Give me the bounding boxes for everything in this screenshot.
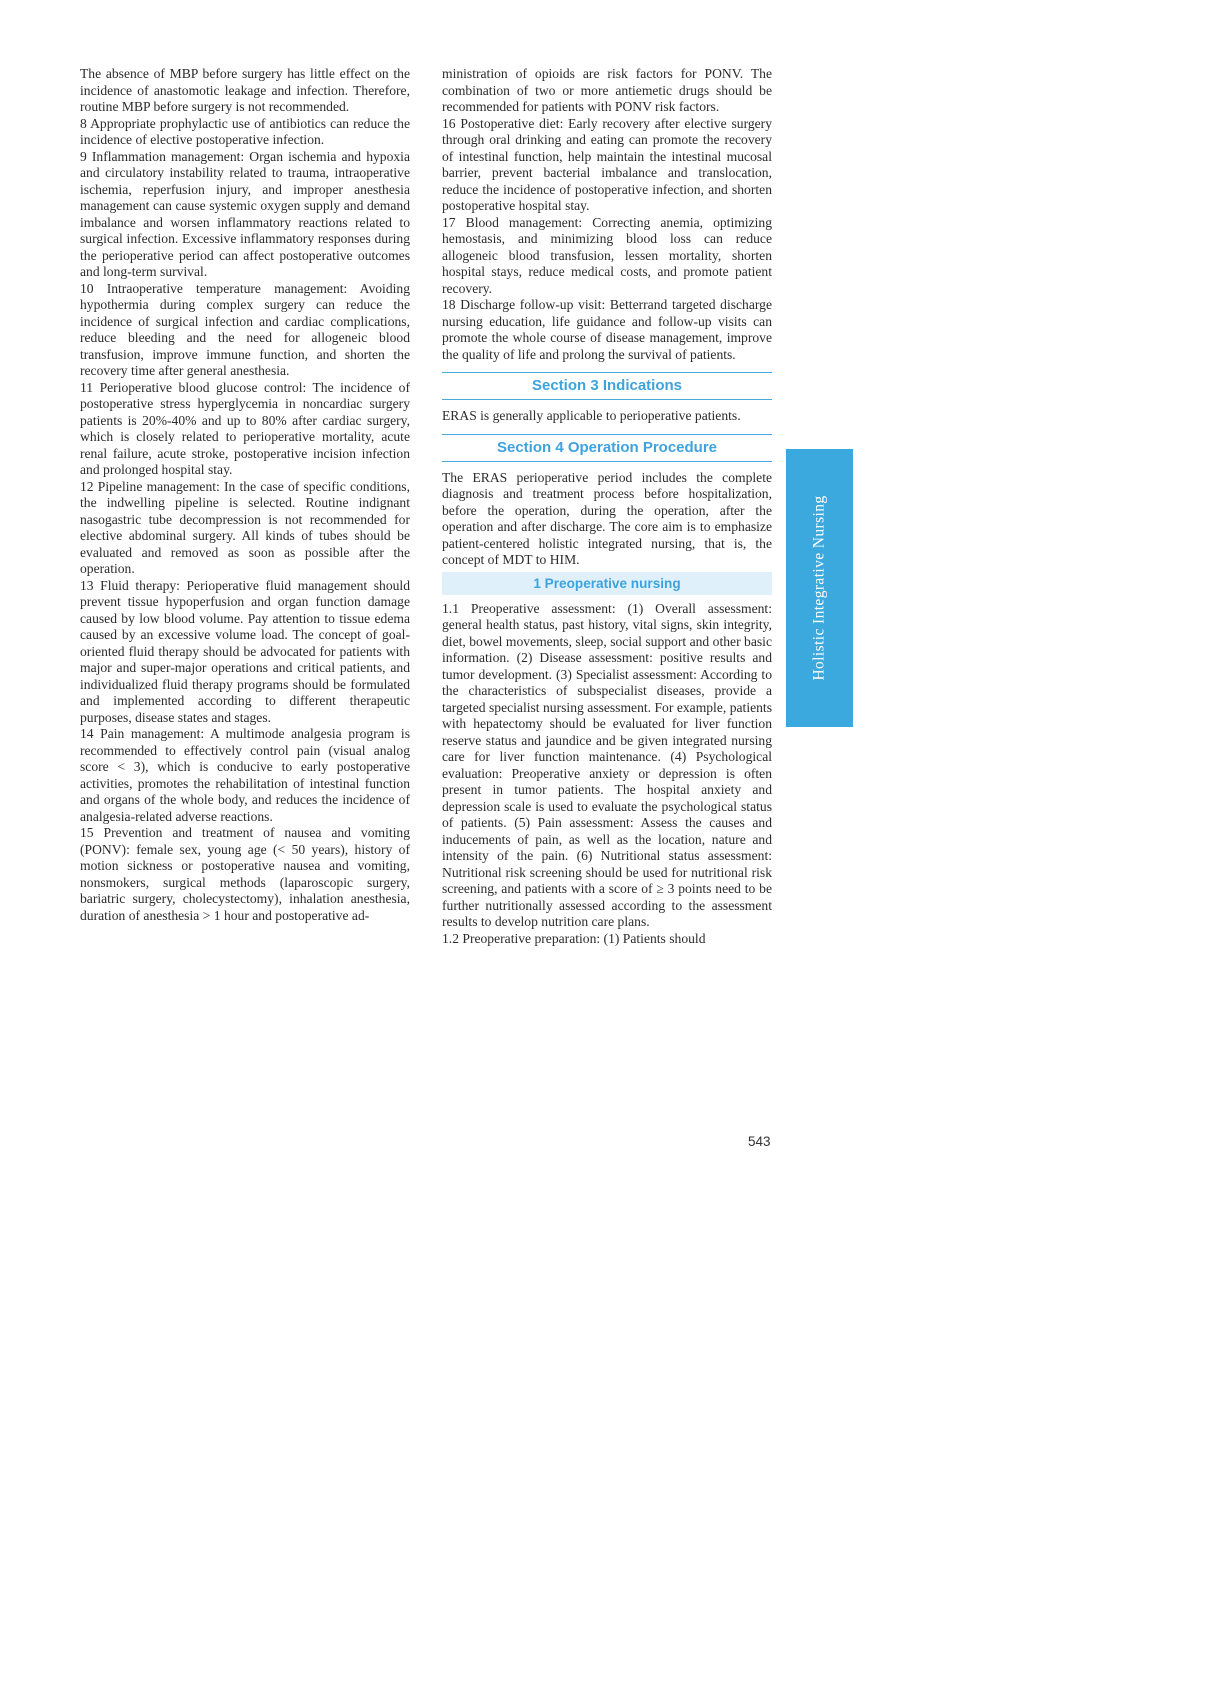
side-tab-label: Holistic Integrative Nursing [810,495,828,681]
paragraph-fluid: 13 Fluid therapy: Perioperative fluid management should prevent tissue hypoperfusion and organ function damage caused by low blood volume. Pay attention to tissue edema caused by an excessive volume load. The concept of goal-oriented fluid therapy should be advocated for patients with major and super-major operations and critical patients, and individualized fluid therapy programs should be formulated and implemented according to different therapeutic purposes, disease states and stages. [80,577,410,725]
paragraph-diet: 16 Postoperative diet: Early recovery after elective surgery through oral drinking and eating can promote the recovery of intestinal function, help maintain the intestinal mucosal barrier, prevent bacterial imbalance and translocation, reduce the incidence of postoperative infection, and shorten postoperative hospital stay. [442,115,772,213]
paragraph-inflammation: 9 Inflammation management: Organ ischemia and hypoxia and circulatory instability related to trauma, intraoperative ischemia, reperfusion injury, and improper anesthesia management can cause systemic oxygen supply and demand imbalance and worsen inflammatory reactions related to surgical infection. Excessive inflammatory responses during the perioperative period can affect postoperative outcomes and long-term survival. [80,148,410,279]
paragraph-preoperative-preparation: 1.2 Preoperative preparation: (1) Patients should [442,930,706,946]
side-tab [786,449,853,727]
paragraph-glucose: 11 Perioperative blood glucose control: The incidence of postoperative stress hyperglycemia in noncardiac surgery patients is 20%-40% and up to 80% after cardiac surgery, which is closely related to perioperative mortality, acute renal failure, acute stroke, postoperative incision infection and prolonged hospital stay. [80,379,410,477]
left-text-column [80,66,410,924]
paragraph-opioids: ministration of opioids are risk factors for PONV. The combination of two or more antiemetic drugs should be recommended for patients with PONV risk factors. [442,66,772,114]
paragraph-ponv: 15 Prevention and treatment of nausea and vomiting (PONV): female sex, young age (< 50 years), history of motion sickness or postoperative nausea and vomiting, nonsmokers, surgical methods (laparoscopic surgery, bariatric surgery, cholecystectomy), inhalation anesthesia, duration of anesthesia > 1 hour and postoperative ad- [80,825,410,923]
paragraph-preoperative-assessment: 1.1 Preoperative assessment: (1) Overall assessment: general health status, past history, vital signs, skin integrity, diet, bowel movements, sleep, social support and other basic information. (2) Disease assessment: positive results and tumor development. (3) Specialist assessment: According to the characteristics of subspecialist diseases, provide a targeted specialist nursing assessment. For example, patients with hepatectomy should be evaluated for liver function reserve status and jaundice and be given integrated nursing care for liver function maintenance. (4) Psychological evaluation: Preoperative anxiety or depression is often present in tumor patients. The hospital anxiety and depression scale is used to evaluate the psychological status of patients. (5) Pain assessment: Assess the causes and inducements of pain, as well as the location, nature and intensity of the pain. (6) Nutritional status assessment: Nutritional risk screening should be used for nutritional risk screening, and patients with a score of ≥ 3 points need to be further nutritionally assessed according to the assessment results to develop nutrition care plans. [442,600,772,929]
section-4-heading: Section 4 Operation Procedure [442,434,772,462]
paragraph-pain: 14 Pain management: A multimode analgesia program is recommended to effectively control pain (visual analog score < 3), which is conducive to early postoperative activities, promotes the rehabilitation of intestinal function and organs of the whole body, and reduces the incidence of analgesia-related adverse reactions. [80,726,410,824]
paragraph-operation-procedure: The ERAS perioperative period includes the complete diagnosis and treatment process before hospitalization, before the operation, during the operation, after the operation and after discharge. The core aim is to emphasize patient-centered holistic integrated nursing, that is, the concept of MDT to HIM. [442,469,772,567]
section-3-heading: Section 3 Indications [442,372,772,400]
paragraph-indications: ERAS is generally applicable to perioperative patients. [442,408,741,423]
right-text-column [442,66,772,947]
paragraph-mbp: The absence of MBP before surgery has little effect on the incidence of anastomotic leakage and infection. Therefore, routine MBP before surgery is not recommended. [80,66,410,114]
page-number: 543 [748,1134,771,1149]
paragraph-discharge: 18 Discharge follow-up visit: Betterrand targeted discharge nursing education, life guidance and follow-up visits can promote the whole course of disease management, improve the quality of life and prolong the survival of patients. [442,297,772,362]
paragraph-pipeline: 12 Pipeline management: In the case of specific conditions, the indwelling pipeline is selected. Routine indignant nasogastric tube decompression is not recommended for elective abdominal surgery. All kinds of tubes should be evaluated and removed as soon as possible after the operation. [80,478,410,576]
subsection-preoperative-heading: 1 Preoperative nursing [442,572,772,595]
paragraph-blood: 17 Blood management: Correcting anemia, optimizing hemostasis, and minimizing blood loss can reduce allogeneic blood transfusion, lessen mortality, shorten hospital stays, reduce medical costs, and promote patient recovery. [442,214,772,296]
paragraph-temperature: 10 Intraoperative temperature management: Avoiding hypothermia during complex surgery can reduce the incidence of surgical infection and cardiac complications, reduce bleeding and the need for allogeneic blood transfusion, improve immune function, and shorten the recovery time after general anesthesia. [80,280,410,378]
paragraph-antibiotics: 8 Appropriate prophylactic use of antibiotics can reduce the incidence of elective postoperative infection. [80,115,410,147]
